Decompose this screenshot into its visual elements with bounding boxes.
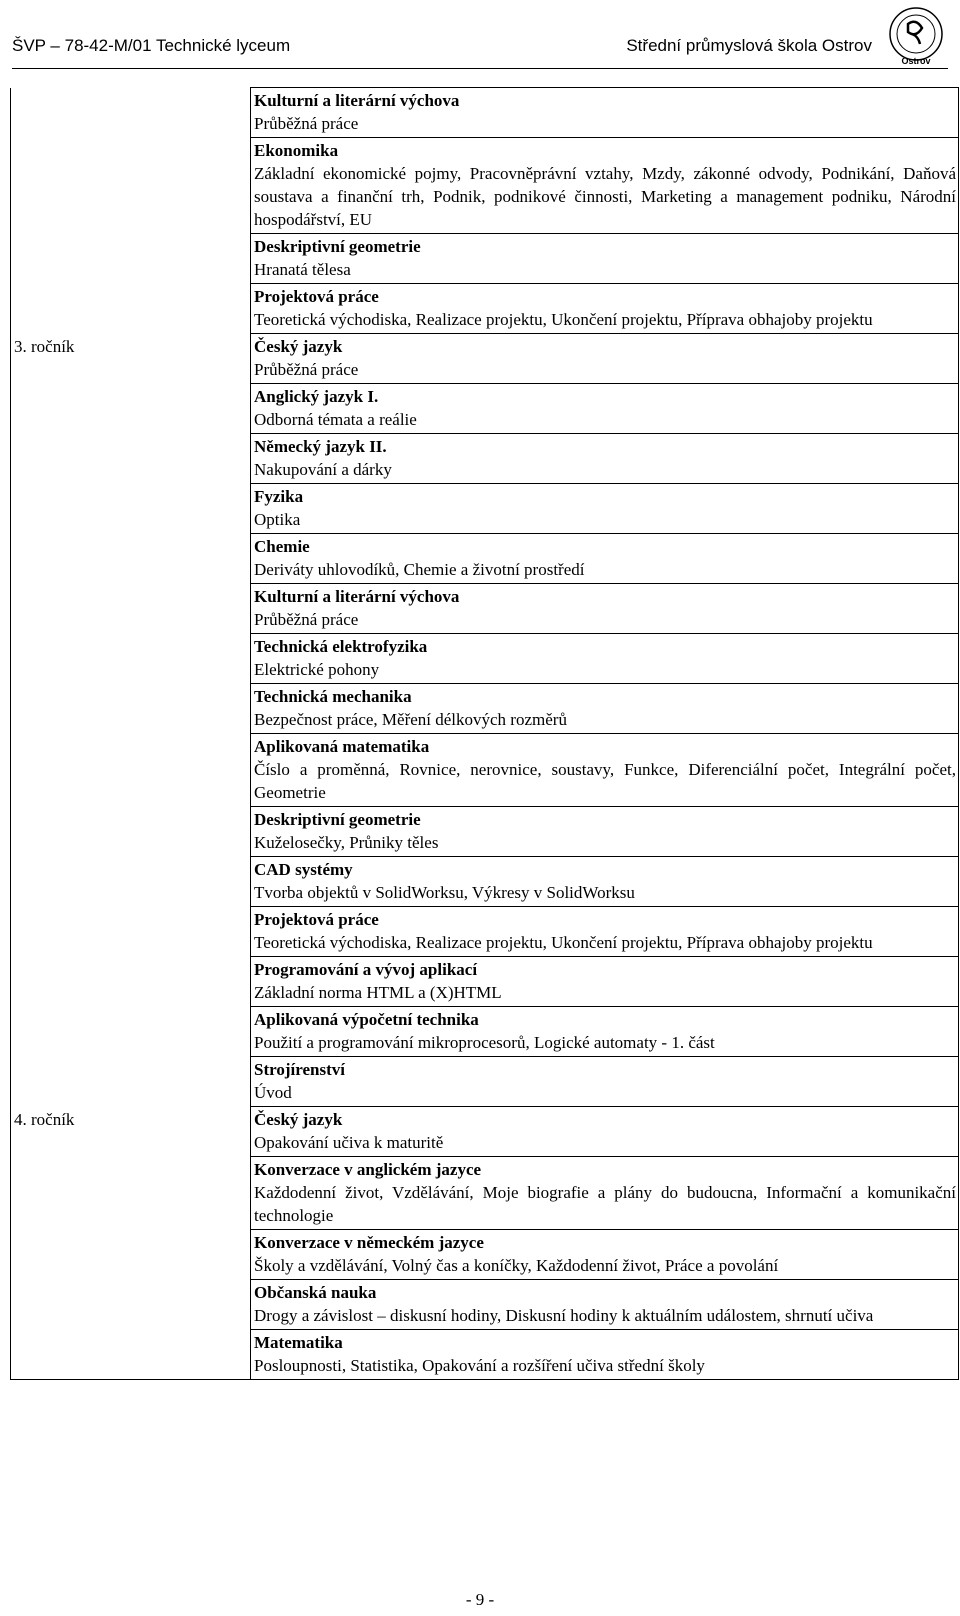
subject-topics: Úvod (254, 1083, 292, 1102)
subject-cell (251, 88, 959, 138)
subject-cell (251, 434, 959, 484)
year-cell (11, 957, 251, 1007)
table-row (11, 907, 959, 957)
subject-cell (251, 684, 959, 734)
year-cell (11, 907, 251, 957)
subject-topics: Průběžná práce (254, 610, 359, 629)
year-cell (11, 1230, 251, 1280)
subject-name: Kulturní a literární výchova (254, 91, 460, 110)
table-row (11, 634, 959, 684)
subject-cell (251, 284, 959, 334)
year-cell (11, 1057, 251, 1107)
subject-cell (251, 1330, 959, 1380)
subject-topics: Školy a vzdělávání, Volný čas a koníčky, Každodenní život, Práce a povolání (254, 1256, 779, 1275)
table-row (11, 334, 959, 384)
table-row (11, 384, 959, 434)
year-cell (11, 807, 251, 857)
subject-name: Aplikovaná matematika (254, 737, 430, 756)
table-row (11, 88, 959, 138)
subject-cell (251, 857, 959, 907)
subject-cell (251, 1157, 959, 1230)
subject-name: Anglický jazyk I. (254, 387, 379, 406)
subject-cell (251, 1230, 959, 1280)
year-cell (11, 88, 251, 138)
table-row (11, 284, 959, 334)
table-row (11, 1330, 959, 1380)
subject-topics: Průběžná práce (254, 360, 359, 379)
subject-cell (251, 907, 959, 957)
subject-name: Konverzace v anglickém jazyce (254, 1160, 482, 1179)
subject-topics: Odborná témata a reálie (254, 410, 417, 429)
subject-name: Technická mechanika (254, 687, 412, 706)
year-cell (11, 284, 251, 334)
subject-name: Strojírenství (254, 1060, 345, 1079)
subject-name: Občanská nauka (254, 1283, 377, 1302)
header-program: ŠVP – 78-42-M/01 Technické lyceum (12, 36, 291, 55)
subject-name: Kulturní a literární výchova (254, 587, 460, 606)
table-row (11, 1007, 959, 1057)
subject-topics: Použití a programování mikroprocesorů, Logické automaty - 1. část (254, 1033, 715, 1052)
table-row (11, 1057, 959, 1107)
subject-cell (251, 534, 959, 584)
subject-cell (251, 734, 959, 807)
year-cell: 3. ročník (11, 334, 251, 384)
table-row (11, 734, 959, 807)
subject-topics: Kuželosečky, Průniky těles (254, 833, 439, 852)
table-row (11, 484, 959, 534)
table-row (11, 138, 959, 234)
year-cell (11, 634, 251, 684)
year-cell (11, 534, 251, 584)
subject-topics: Drogy a závislost – diskusní hodiny, Diskusní hodiny k aktuálním událostem, shrnutí učiva (254, 1306, 874, 1325)
subject-topics: Optika (254, 510, 301, 529)
year-cell (11, 734, 251, 807)
subject-name: Český jazyk (254, 1110, 343, 1129)
year-cell (11, 684, 251, 734)
subject-cell (251, 1107, 959, 1157)
year-cell (11, 1007, 251, 1057)
subject-name: Technická elektrofyzika (254, 637, 428, 656)
year-cell: 4. ročník (11, 1107, 251, 1157)
subject-name: Deskriptivní geometrie (254, 810, 421, 829)
subject-name: Programování a vývoj aplikací (254, 960, 478, 979)
subject-topics: Průběžná práce (254, 114, 359, 133)
curriculum-table (10, 87, 959, 1380)
subject-name: Aplikovaná výpočetní technika (254, 1010, 479, 1029)
subject-cell (251, 584, 959, 634)
subject-name: Fyzika (254, 487, 304, 506)
table-row (11, 857, 959, 907)
year-cell (11, 138, 251, 234)
subject-topics: Bezpečnost práce, Měření délkových rozměrů (254, 710, 567, 729)
year-cell (11, 484, 251, 534)
subject-topics: Základní norma HTML a (X)HTML (254, 983, 502, 1002)
year-cell (11, 584, 251, 634)
subject-topics: Opakování učiva k maturitě (254, 1133, 444, 1152)
table-row (11, 584, 959, 634)
subject-cell (251, 138, 959, 234)
table-row (11, 1107, 959, 1157)
subject-name: CAD systémy (254, 860, 353, 879)
subject-name: Deskriptivní geometrie (254, 237, 421, 256)
table-row (11, 534, 959, 584)
subject-name: Ekonomika (254, 141, 339, 160)
page-header (12, 30, 948, 66)
table-row (11, 684, 959, 734)
table-row (11, 1157, 959, 1230)
subject-name: Konverzace v německém jazyce (254, 1233, 484, 1252)
subject-cell (251, 484, 959, 534)
table-row (11, 957, 959, 1007)
subject-cell (251, 234, 959, 284)
header-rule (12, 68, 948, 69)
subject-topics: Elektrické pohony (254, 660, 380, 679)
subject-name: Německý jazyk II. (254, 437, 387, 456)
subject-topics: Posloupnosti, Statistika, Opakování a rozšíření učiva střední školy (254, 1356, 705, 1375)
subject-cell (251, 1280, 959, 1330)
year-cell (11, 1280, 251, 1330)
page-number: - 9 - (465, 1590, 495, 1609)
subject-cell (251, 1007, 959, 1057)
subject-name: Projektová práce (254, 287, 379, 306)
subject-topics: Hranatá tělesa (254, 260, 351, 279)
year-cell (11, 434, 251, 484)
subject-topics: Teoretická východiska, Realizace projektu, Ukončení projektu, Příprava obhajoby projektu (254, 933, 873, 952)
header-school: Střední průmyslová škola Ostrov (626, 36, 872, 55)
subject-topics: Každodenní život, Vzdělávání, Moje biografie a plány do budoucna, Informační a komunikační technologie (254, 1183, 956, 1225)
subject-name: Matematika (254, 1333, 343, 1352)
subject-cell (251, 334, 959, 384)
year-cell (11, 1330, 251, 1380)
subject-name: Projektová práce (254, 910, 379, 929)
subject-name: Český jazyk (254, 337, 343, 356)
subject-topics: Tvorba objektů v SolidWorksu, Výkresy v SolidWorksu (254, 883, 635, 902)
table-row (11, 234, 959, 284)
subject-topics: Nakupování a dárky (254, 460, 392, 479)
year-cell (11, 234, 251, 284)
subject-topics: Deriváty uhlovodíků, Chemie a životní prostředí (254, 560, 585, 579)
table-row (11, 1230, 959, 1280)
year-cell (11, 384, 251, 434)
subject-cell (251, 384, 959, 434)
subject-name: Chemie (254, 537, 310, 556)
table-row (11, 1280, 959, 1330)
subject-cell (251, 1057, 959, 1107)
table-row (11, 807, 959, 857)
year-cell (11, 1157, 251, 1230)
school-logo-icon (884, 4, 948, 68)
subject-topics: Číslo a proměnná, Rovnice, nerovnice, soustavy, Funkce, Diferenciální počet, Integrální počet, Geometrie (254, 760, 956, 802)
subject-cell (251, 634, 959, 684)
subject-cell (251, 957, 959, 1007)
subject-cell (251, 807, 959, 857)
table-row (11, 434, 959, 484)
logo-label: Ostrov (901, 56, 931, 66)
year-cell (11, 857, 251, 907)
subject-topics: Základní ekonomické pojmy, Pracovněprávní vztahy, Mzdy, zákonné odvody, Podnikání, Daňová soustava a finanční trh, Podnik, podnikové činnosti, Marketing a management podniku, Národní hospodářství, EU (254, 164, 956, 229)
subject-topics: Teoretická východiska, Realizace projektu, Ukončení projektu, Příprava obhajoby projektu (254, 310, 873, 329)
